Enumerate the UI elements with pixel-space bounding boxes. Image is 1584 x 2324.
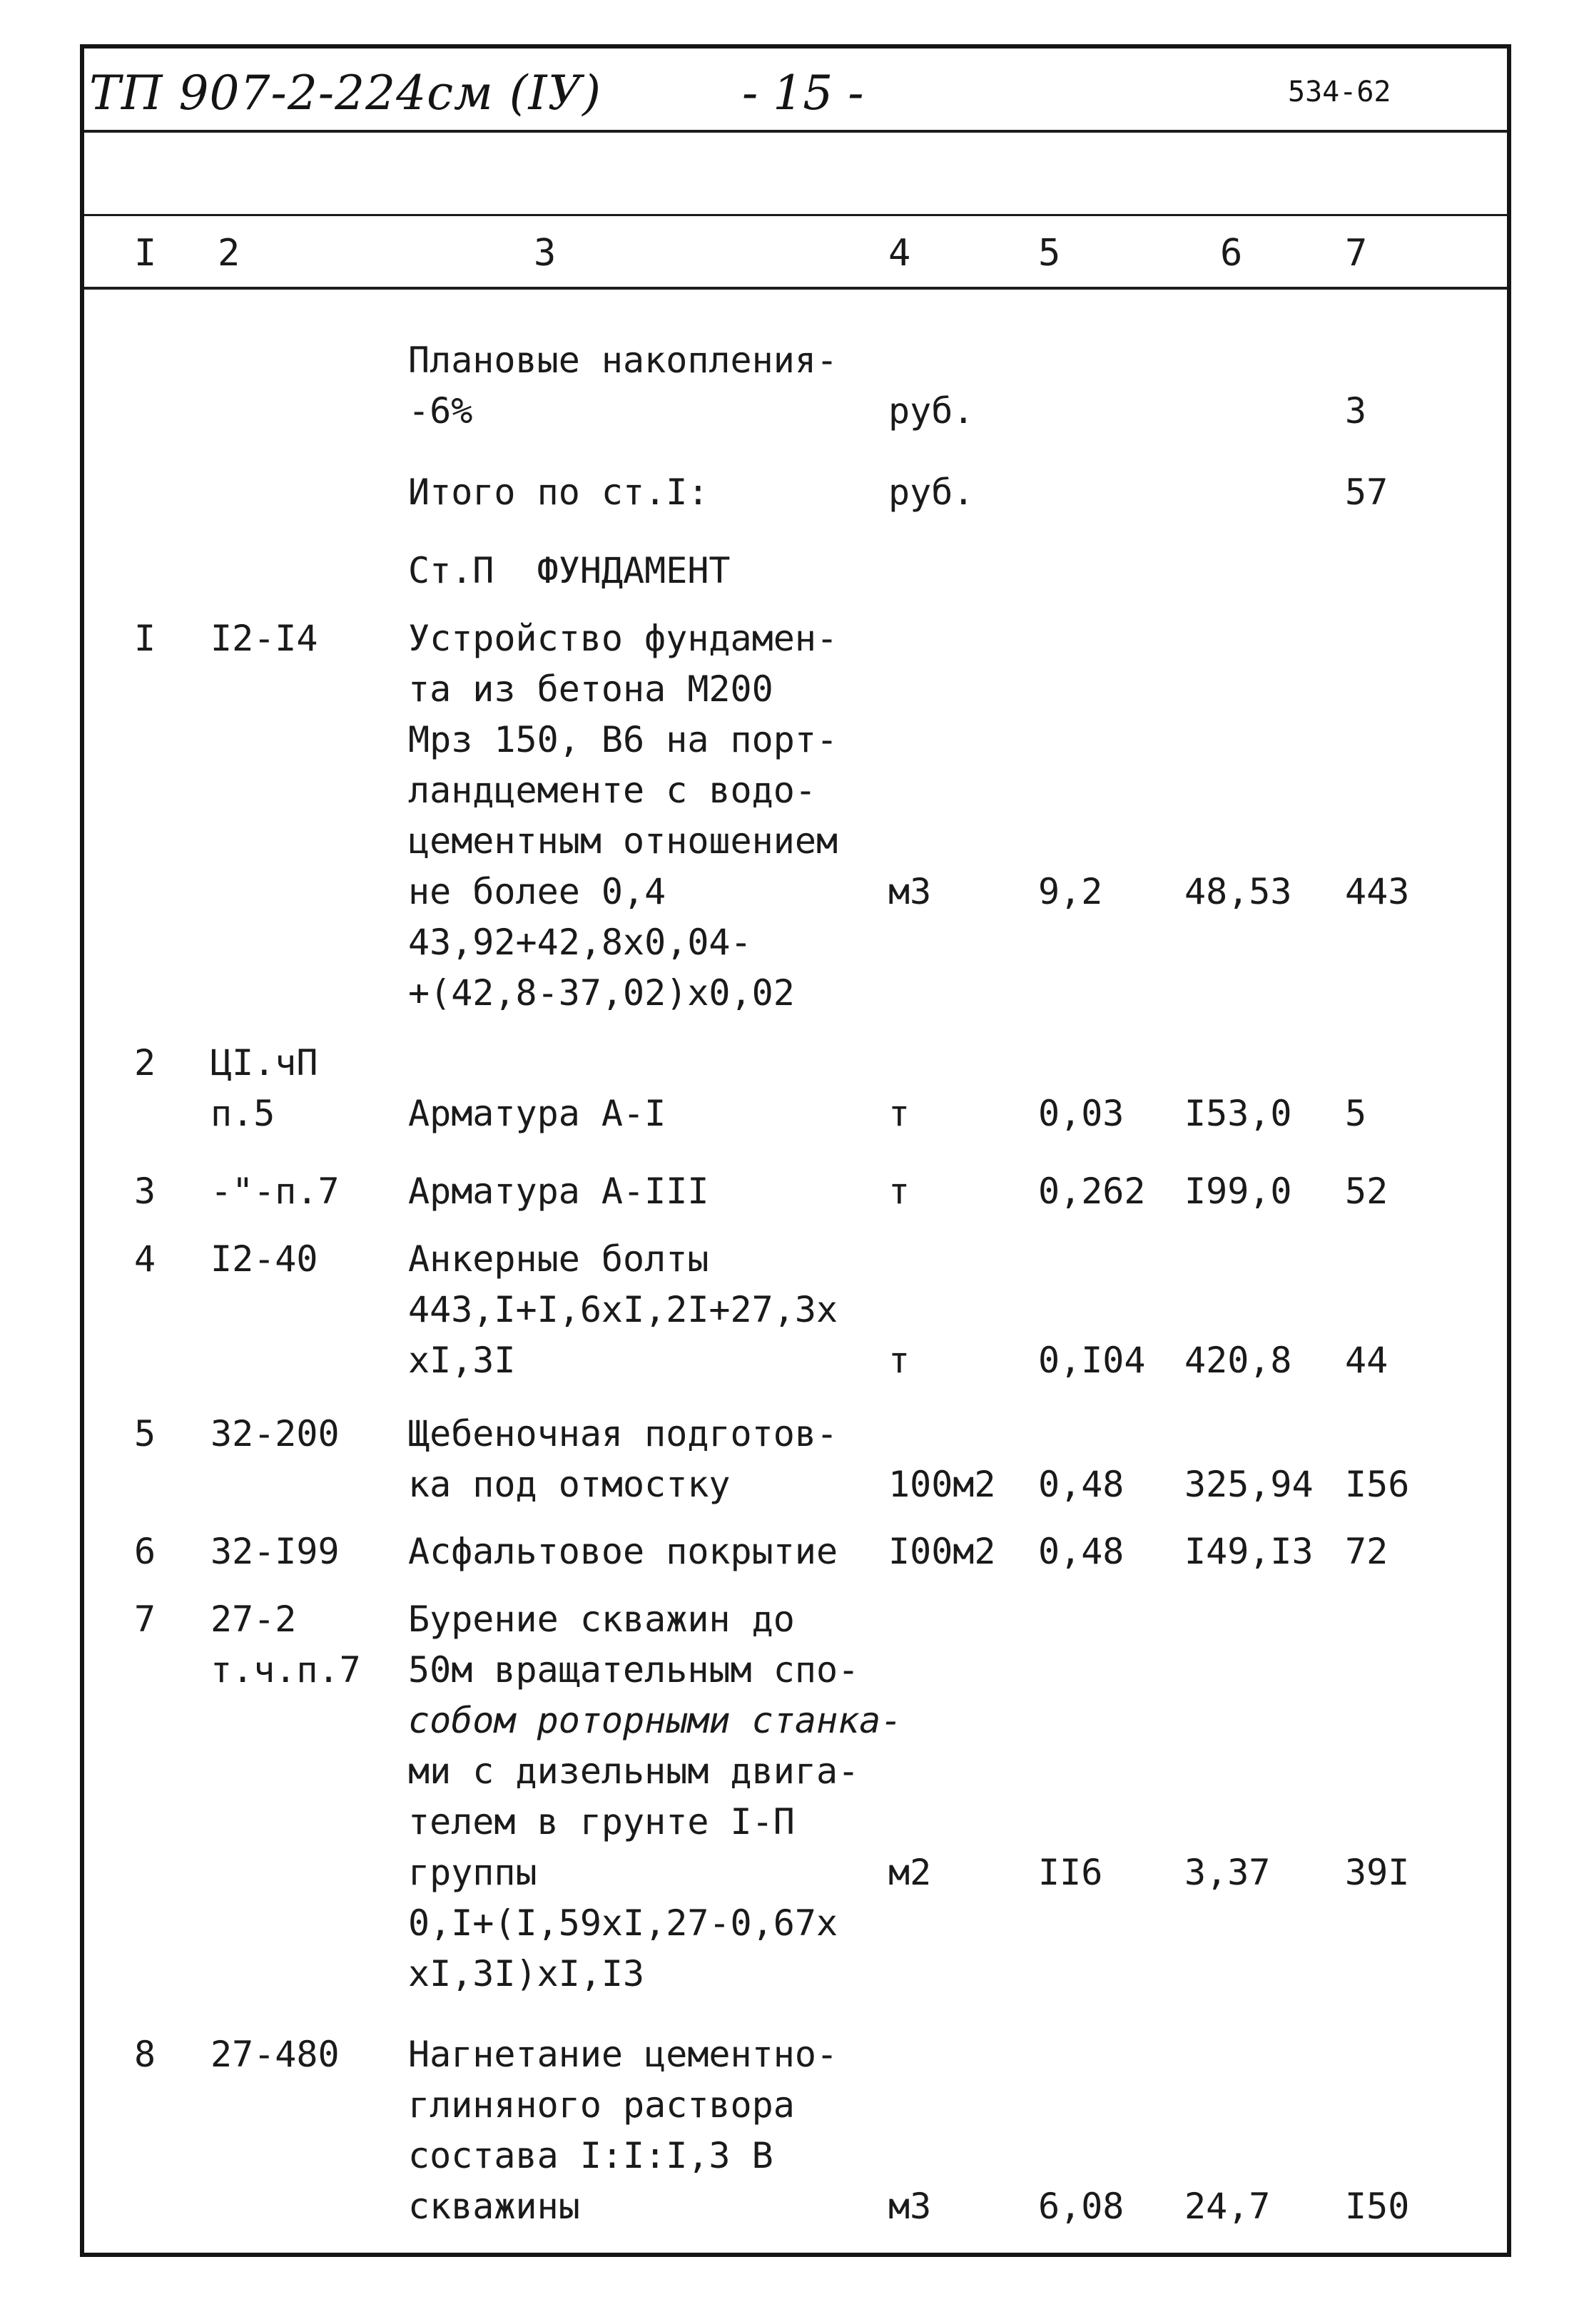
description-line: +(42,8-37,02)х0,02 [408, 972, 795, 1014]
unit-cost: 3,37 [1184, 1852, 1271, 1893]
rate-code: 27-2 т.ч.п.7 [210, 1599, 361, 1691]
unit-cost: 420,8 [1184, 1340, 1292, 1381]
row-number: 5 [134, 1413, 156, 1454]
description-line: та из бетона М200 [408, 668, 773, 710]
description-line: состава I:I:I,3 В [408, 2135, 773, 2176]
work-description [408, 1166, 709, 1217]
row-number: 6 [134, 1531, 156, 1572]
description-line: Арматура А-I [408, 1093, 666, 1134]
row-number: I [134, 618, 156, 659]
unit-cost: I99,0 [1184, 1171, 1292, 1212]
total-cost: 5 [1345, 1093, 1367, 1134]
quantity: 0,48 [1038, 1531, 1124, 1572]
unit-cost: I53,0 [1184, 1093, 1292, 1134]
description-line: телем в грунте I-П [408, 1801, 795, 1843]
description-line: 50м вращательным спо- [408, 1649, 860, 1691]
quantity: 0,03 [1038, 1093, 1124, 1134]
description-line: не более 0,4 [408, 871, 666, 912]
column-number-3: 3 [534, 232, 557, 275]
description-line: 0,I+(I,59хI,27-0,67х [408, 1902, 838, 1944]
unit: т [888, 1340, 910, 1381]
row-number: 7 [134, 1599, 156, 1640]
work-description [408, 1409, 838, 1510]
unit: I00м2 [888, 1531, 996, 1572]
work-description [408, 2029, 838, 2232]
description-line: 43,92+42,8х0,04- [408, 922, 752, 963]
unit-cost: I49,I3 [1184, 1531, 1314, 1572]
page-number: - 15 - [742, 66, 864, 121]
row-number: 4 [134, 1238, 156, 1280]
description-line: Плановые накопления- [408, 340, 838, 381]
total-cost: 443 [1345, 871, 1410, 912]
total-cost: I56 [1345, 1464, 1410, 1505]
unit: м3 [888, 871, 932, 912]
description-line: Асфальтовое покрытие [408, 1531, 838, 1572]
column-header-bottom-rule [84, 287, 1508, 290]
total-cost: I50 [1345, 2186, 1410, 2227]
column-number-5: 5 [1038, 232, 1061, 275]
work-description [408, 1038, 666, 1139]
column-number-4: 4 [888, 232, 911, 275]
rate-code: I2-40 [210, 1238, 318, 1280]
description-line: Мрз 150, В6 на порт- [408, 719, 838, 760]
work-description [408, 546, 731, 596]
description-line: Итого по ст.I: [408, 472, 709, 513]
total-cost: 44 [1345, 1340, 1388, 1381]
work-description [408, 1234, 838, 1386]
rate-code: 32-200 [210, 1413, 340, 1454]
description-line: Щебеночная подготов- [408, 1413, 838, 1454]
column-number-6: 6 [1220, 232, 1243, 275]
quantity: II6 [1038, 1852, 1103, 1893]
description-line: ка под отмостку [408, 1464, 731, 1505]
description-line: -6% [408, 390, 473, 432]
work-description [408, 1527, 838, 1577]
total-cost: 72 [1345, 1531, 1388, 1572]
column-header-top-rule [84, 214, 1508, 216]
description-line: Устройство фундамен- [408, 618, 838, 659]
unit: 100м2 [888, 1464, 996, 1505]
quantity: 0,262 [1038, 1171, 1146, 1212]
description-line: собом роторными станка- [408, 1700, 903, 1741]
column-number-1: I [134, 232, 157, 275]
rate-code: I2-I4 [210, 618, 318, 659]
description-line: Анкерные болты [408, 1238, 709, 1280]
total-cost: 57 [1345, 472, 1388, 513]
sheet-number: 534-62 [1288, 76, 1391, 108]
work-description [408, 467, 709, 518]
work-description [408, 1594, 902, 1999]
unit: т [888, 1171, 910, 1212]
description-line: 443,I+I,6хI,2I+27,3х [408, 1289, 838, 1330]
work-description [408, 613, 838, 1019]
unit: руб. [888, 390, 975, 432]
rate-code: 32-I99 [210, 1531, 340, 1572]
row-number: 8 [134, 2034, 156, 2075]
quantity: 9,2 [1038, 871, 1103, 912]
rate-code: -"-п.7 [210, 1171, 340, 1212]
header-rule [84, 130, 1508, 133]
description-line: группы [408, 1852, 537, 1893]
rate-code: 27-480 [210, 2034, 340, 2075]
unit-cost: 48,53 [1184, 871, 1292, 912]
unit-cost: 24,7 [1184, 2186, 1271, 2227]
description-line: хI,3I [408, 1340, 516, 1381]
total-cost: 3 [1345, 390, 1367, 432]
description-line: Бурение скважин до [408, 1599, 795, 1640]
description-line: ландцементе с водо- [408, 770, 816, 811]
total-cost: 52 [1345, 1171, 1388, 1212]
description-line: Нагнетание цементно- [408, 2034, 838, 2075]
description-line: цементным отношением [408, 820, 838, 862]
description-line: ми с дизельным двига- [408, 1750, 860, 1792]
total-cost: 39I [1345, 1852, 1410, 1893]
column-number-2: 2 [218, 232, 240, 275]
quantity: 0,I04 [1038, 1340, 1146, 1381]
unit-cost: 325,94 [1184, 1464, 1314, 1505]
row-number: 3 [134, 1171, 156, 1212]
work-description [408, 335, 838, 437]
unit: т [888, 1093, 910, 1134]
description-line: Арматура А-III [408, 1171, 709, 1212]
description-line: Ст.П ФУНДАМЕНТ [408, 550, 731, 591]
document-code: ТП 907-2-224см (IУ) [89, 66, 602, 121]
description-line: глиняного раствора [408, 2084, 795, 2126]
quantity: 6,08 [1038, 2186, 1124, 2227]
description-line: хI,3I)хI,I3 [408, 1953, 645, 1994]
unit: м2 [888, 1852, 932, 1893]
description-line [408, 1038, 666, 1089]
column-number-7: 7 [1345, 232, 1368, 275]
rate-code: ЦI.чП п.5 [210, 1042, 318, 1134]
unit: руб. [888, 472, 975, 513]
quantity: 0,48 [1038, 1464, 1124, 1505]
description-line: скважины [408, 2186, 580, 2227]
row-number: 2 [134, 1042, 156, 1084]
unit: м3 [888, 2186, 932, 2227]
